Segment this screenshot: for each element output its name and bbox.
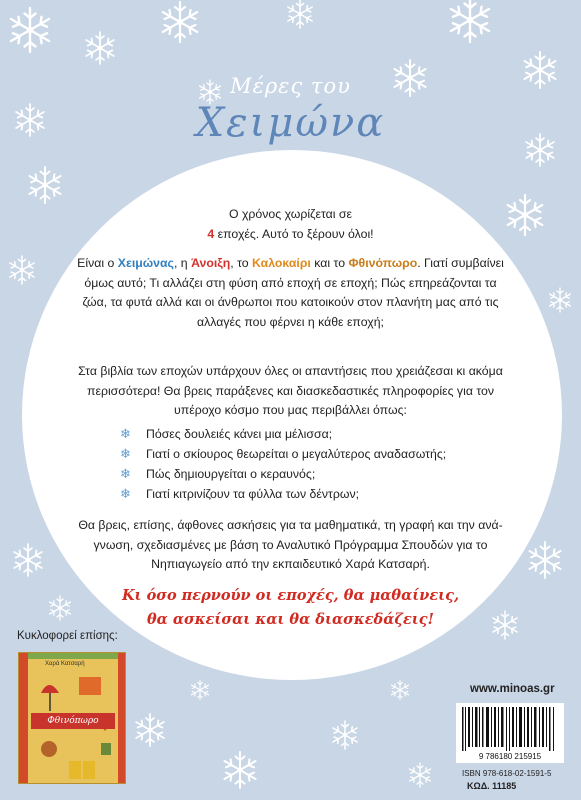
barcode-number: 9 786180 215915 bbox=[478, 752, 542, 761]
season-winter: Χειμώνας bbox=[117, 256, 174, 270]
snowflake-bullet-icon: ❄ bbox=[120, 446, 131, 461]
list-item bbox=[120, 444, 446, 464]
question-text: Γιατί ο σκίουρος θεωρείται ο μεγαλύτερος αναδασωτής; bbox=[146, 447, 447, 461]
exercises-paragraph: Θα βρεις, επίσης, άφθονες ασκήσεις για τα μαθηματικά, τη γραφή και την ανά-γνωση, σχεδιασμένες με βάση το Αναλυτικό Πρόγραμμα Σπουδών για το Νηπιαγωγείο από την εκπαιδευτικό Χαρά Κατσαρή. bbox=[78, 518, 503, 571]
tagline-line-1: Κι όσο περνούν οι εποχές, θα μαθαίνεις, bbox=[121, 587, 460, 604]
title-small: Μέρες του bbox=[230, 74, 351, 98]
intro-text-1: Ο χρόνος χωρίζεται σε bbox=[229, 207, 352, 221]
tagline-line-2: θα ασκείσαι και θα διασκεδάζεις! bbox=[147, 611, 434, 628]
book-author: Χαρά Κατσαρή bbox=[45, 661, 85, 667]
seasons-rest: . Γιατί συμβαίνει όμως αυτό; Τι αλλάζει στη φύση από εποχή σε εποχή; Πώς επηρεάζονται τα ζώα, τα φυτά αλλά και οι άνθρωποι που κατοικούν στον πλανήτη μας από τις αλλαγές που φέρνει η κάθε εποχή; bbox=[82, 256, 504, 329]
snowflake-bullet-icon: ❄ bbox=[120, 466, 131, 481]
question-text: Πόσες δουλειές κάνει μια μέλισσα; bbox=[146, 427, 333, 441]
intro-text-2: εποχές. Αυτό το ξέρουν όλοι! bbox=[217, 226, 374, 241]
product-code: ΚΩΔ. 11185 bbox=[467, 781, 517, 791]
season-autumn: Φθινόπωρο bbox=[348, 256, 418, 270]
books-paragraph: Στα βιβλία των εποχών υπάρχουν όλες οι απαντήσεις που χρειάζεσαι κι ακόμα περισσότερα! Θα βρεις παράξενες και διασκεδαστικές πληροφορίες για τον υπέροχο κόσμο που μας περιβάλλει όπως: bbox=[78, 364, 503, 417]
list-item bbox=[120, 484, 446, 504]
list-item bbox=[120, 424, 446, 444]
book-title: Χειμώνα bbox=[195, 100, 386, 146]
isbn: ISBN 978-618-02-1591-5 bbox=[462, 769, 552, 778]
snowflake-bullet-icon: ❄ bbox=[120, 426, 131, 441]
seasons-start: Είναι ο bbox=[77, 256, 115, 270]
barcode-graphic bbox=[456, 703, 564, 763]
sep2: , το bbox=[230, 256, 249, 270]
also-available-label: Κυκλοφορεί επίσης: bbox=[17, 630, 118, 642]
season-spring: Άνοιξη bbox=[191, 256, 231, 270]
sep3: και το bbox=[314, 256, 346, 270]
seasons-count: 4 bbox=[207, 226, 215, 241]
question-text: Πώς δημιουργείται ο κεραυνός; bbox=[146, 467, 316, 481]
season-summer: Καλοκαίρι bbox=[252, 256, 311, 270]
book-title-label: Φθινόπωρο bbox=[31, 713, 115, 729]
list-item bbox=[120, 464, 446, 484]
seasons-paragraph bbox=[75, 254, 506, 332]
barcode bbox=[456, 703, 564, 763]
snowflake-bullet-icon: ❄ bbox=[120, 486, 131, 501]
website-url: www.minoas.gr bbox=[470, 683, 555, 695]
autumn-book-cover bbox=[18, 652, 126, 784]
intro-paragraph bbox=[100, 205, 481, 244]
questions-list bbox=[120, 424, 446, 504]
question-text: Γιατί κιτρινίζουν τα φύλλα των δέντρων; bbox=[146, 487, 360, 501]
sep1: , η bbox=[173, 256, 188, 270]
